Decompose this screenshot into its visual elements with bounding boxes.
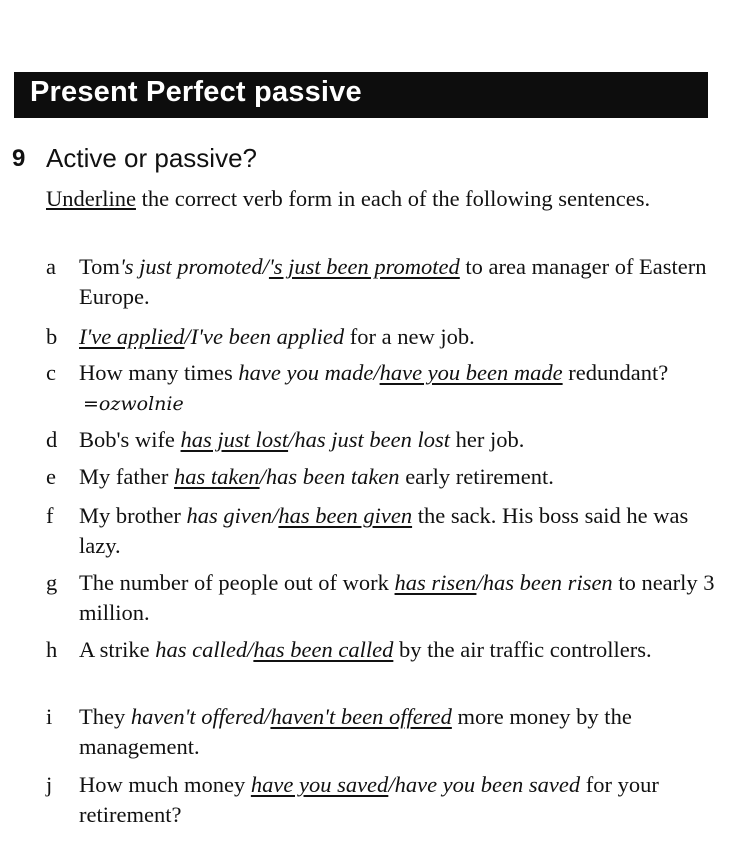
sentence-post: the sack. His boss said he was lazy. <box>79 503 689 558</box>
option-2[interactable]: has been given <box>278 503 413 528</box>
sentence-item-e <box>46 462 726 492</box>
sentence-post: for a new job. <box>344 324 475 349</box>
item-letter: h <box>46 637 58 662</box>
item-letter: d <box>46 427 58 452</box>
sentence-item-j <box>46 770 726 830</box>
sentence-post: more money by the management. <box>79 704 632 759</box>
option-separator[interactable]: / <box>388 772 395 797</box>
instruction-text: the correct verb form in each of the following sentences. <box>135 186 651 211</box>
option-2[interactable]: has been risen <box>482 570 613 595</box>
option-separator[interactable]: / <box>247 637 254 662</box>
option-1[interactable]: have you made <box>238 360 374 385</box>
item-letter: b <box>46 324 58 349</box>
sentence-pre: Tom <box>79 254 120 279</box>
sentence-item-g <box>46 568 726 628</box>
item-sentence <box>79 501 726 561</box>
sentence-item-b <box>46 322 726 352</box>
option-2[interactable]: 's just been promoted <box>268 254 460 279</box>
sentence-pre: They <box>79 704 131 729</box>
sentence-item-a <box>46 252 726 312</box>
item-sentence <box>79 322 726 352</box>
item-letter: a <box>46 254 56 279</box>
sentence-item-f <box>46 501 726 561</box>
option-1[interactable]: 's just promoted <box>119 254 263 279</box>
item-letter: c <box>46 360 56 385</box>
sentence-pre: A strike <box>79 637 156 662</box>
option-2[interactable]: haven't been offered <box>270 704 452 729</box>
option-2[interactable]: have you been made <box>379 360 563 385</box>
option-1[interactable]: have you saved <box>250 772 389 797</box>
sentence-pre: How much money <box>79 772 251 797</box>
sentence-post: to area manager of Eastern Europe. <box>79 254 707 309</box>
sentence-pre: My brother <box>79 503 187 528</box>
section-title: Present Perfect passive <box>30 76 362 108</box>
option-1[interactable]: has given <box>186 503 273 528</box>
item-letter: g <box>46 570 58 595</box>
option-2[interactable]: has just been lost <box>294 427 450 452</box>
option-2[interactable]: I've been applied <box>190 324 345 349</box>
option-2[interactable]: has been taken <box>265 464 400 489</box>
option-separator[interactable]: / <box>373 360 380 385</box>
instruction-underline-word: Underline <box>46 186 136 211</box>
item-letter: j <box>46 772 53 797</box>
option-1[interactable]: has risen <box>394 570 477 595</box>
sentence-post: to nearly 3 million. <box>79 570 715 625</box>
option-separator[interactable]: / <box>264 704 271 729</box>
item-sentence <box>79 358 726 419</box>
item-sentence <box>79 252 726 312</box>
sentence-pre: The number of people out of work <box>79 570 395 595</box>
section-header-bar <box>14 72 708 118</box>
option-separator[interactable]: / <box>184 324 191 349</box>
sentence-post: her job. <box>449 427 525 452</box>
sentence-pre: My father <box>79 464 174 489</box>
exercise-instruction <box>46 184 666 214</box>
sentence-post: for your retirement? <box>79 772 659 827</box>
sentence-item-i <box>46 702 726 762</box>
option-2[interactable]: have you been saved <box>394 772 581 797</box>
item-letter: e <box>46 464 56 489</box>
exercise-number: 9 <box>12 145 26 172</box>
sentence-post: redundant? <box>562 360 669 385</box>
item-sentence <box>79 568 726 628</box>
sentence-post: by the air traffic controllers. <box>393 637 652 662</box>
item-sentence <box>79 425 726 455</box>
option-separator[interactable]: / <box>476 570 483 595</box>
sentence-item-d <box>46 425 726 455</box>
option-1[interactable]: has just lost <box>180 427 289 452</box>
option-1[interactable]: has called <box>155 637 248 662</box>
handwritten-note: =ozwolnie <box>83 393 184 415</box>
option-separator[interactable]: / <box>259 464 266 489</box>
sentence-item-c <box>46 358 726 419</box>
sentence-item-h <box>46 635 726 665</box>
sentence-pre: How many times <box>79 360 239 385</box>
option-separator[interactable]: / <box>288 427 295 452</box>
sentence-post: early retirement. <box>399 464 554 489</box>
option-2[interactable]: has been called <box>253 637 394 662</box>
option-separator[interactable]: / <box>272 503 279 528</box>
option-1[interactable]: haven't offered <box>130 704 265 729</box>
exercise-title: Active or passive? <box>46 143 257 173</box>
item-sentence <box>79 702 726 762</box>
option-1[interactable]: I've applied <box>79 324 185 349</box>
item-sentence <box>79 462 726 492</box>
item-letter: f <box>46 503 54 528</box>
option-separator[interactable]: / <box>262 254 269 279</box>
item-sentence <box>79 770 726 830</box>
sentence-pre: Bob's wife <box>79 427 181 452</box>
item-sentence <box>79 635 726 665</box>
item-letter: i <box>46 704 53 729</box>
option-1[interactable]: has taken <box>173 464 260 489</box>
